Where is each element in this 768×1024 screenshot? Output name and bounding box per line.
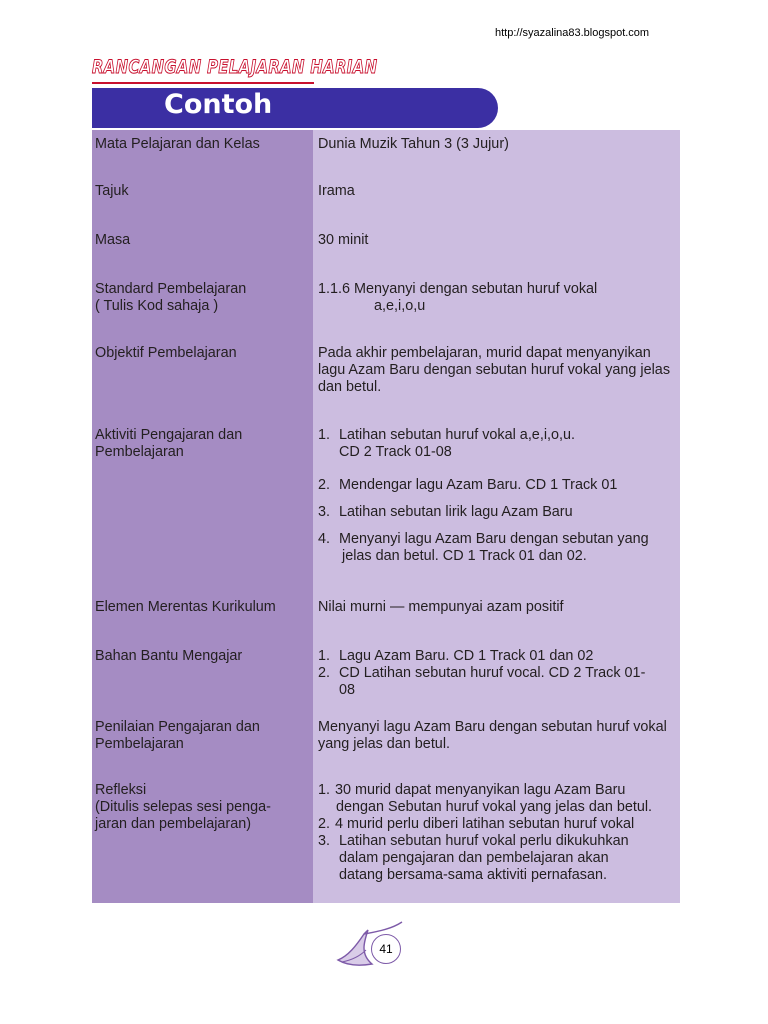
row-value-line: a,e,i,o,u: [374, 298, 426, 314]
row-label: [95, 281, 310, 315]
list-item: [318, 531, 680, 565]
list-text: Mendengar lagu Azam Baru. CD 1 Track 01: [339, 477, 618, 493]
blog-url: http://syazalina83.blogspot.com: [495, 27, 650, 39]
row-label-line: jaran dan pembelajaran): [95, 816, 251, 832]
list-number: 3.: [318, 504, 331, 520]
list-item: [318, 427, 680, 461]
list-item: [318, 504, 680, 521]
list-item: [318, 816, 680, 833]
lesson-plan-table: [92, 130, 680, 903]
row-value: Dunia Muzik Tahun 3 (3 Jujur): [318, 136, 509, 152]
row-label: Mata Pelajaran dan Kelas: [95, 136, 260, 152]
list-item: [318, 833, 680, 884]
row-label-line: Standard Pembelajaran: [95, 281, 247, 297]
list-text: Latihan sebutan lirik lagu Azam Baru: [339, 504, 573, 520]
list-text: CD Latihan sebutan huruf vocal. CD 2 Track 01-: [339, 665, 646, 681]
list-number: 3.: [318, 833, 331, 849]
row-label: Masa: [95, 232, 131, 248]
list-text: Menyanyi lagu Azam Baru dengan sebutan yang: [339, 531, 649, 547]
row-label-line: Refleksi: [95, 782, 147, 798]
list-item: [318, 665, 680, 699]
banner-title: Contoh: [164, 89, 273, 120]
row-value: Nilai murni — mempunyai azam positif: [318, 599, 564, 615]
list-text: Latihan sebutan huruf vokal perlu dikukuhkan: [339, 833, 629, 849]
title-banner: [92, 88, 498, 128]
row-label-line: ( Tulis Kod sahaja ): [95, 298, 219, 314]
list-item: [318, 648, 680, 665]
list-number: 4.: [318, 531, 331, 547]
row-value: Pada akhir pembelajaran, murid dapat menyanyikan lagu Azam Baru dengan sebutan huruf vokal yang jelas dan betul.: [318, 345, 671, 395]
row-value: Irama: [318, 183, 355, 199]
list-number: 1.: [318, 427, 331, 443]
row-value-line: 1.1.6 Menyanyi dengan sebutan huruf vokal: [318, 281, 598, 297]
row-label: Penilaian Pengajaran dan Pembelajaran: [95, 719, 260, 752]
list-text: Latihan sebutan huruf vokal a,e,i,o,u.: [339, 427, 576, 443]
page-number: 41: [371, 934, 401, 964]
row-value: Menyanyi lagu Azam Baru dengan sebutan huruf vokal yang jelas dan betul.: [318, 719, 667, 752]
list-text: dengan Sebutan huruf vokal yang jelas dan betul.: [336, 799, 653, 815]
list-number: 2.: [318, 477, 331, 493]
list-number: 2.: [318, 665, 331, 681]
row-label: Objektif Pembelajaran: [95, 345, 237, 361]
list-text: 4 murid perlu diberi latihan sebutan huruf vokal: [335, 816, 635, 832]
list-item: [318, 782, 680, 816]
row-value: [318, 281, 680, 315]
list-text: dalam pengajaran dan pembelajaran akan: [339, 850, 609, 866]
row-label: Bahan Bantu Mengajar: [95, 648, 243, 664]
row-value: 30 minit: [318, 232, 369, 248]
list-number: 2.: [318, 816, 331, 832]
list-text: CD 2 Track 01-08: [339, 444, 452, 460]
row-value: [318, 648, 680, 699]
rph-title: RANCANGAN PELAJARAN HARIAN: [92, 56, 378, 78]
row-value: [318, 427, 680, 565]
rph-underline: [92, 82, 314, 84]
row-label: Aktiviti Pengajaran dan Pembelajaran: [95, 427, 243, 460]
list-text: 30 murid dapat menyanyikan lagu Azam Baru: [335, 782, 626, 798]
list-item: [318, 477, 680, 494]
row-value: [318, 782, 680, 884]
list-text: Lagu Azam Baru. CD 1 Track 01 dan 02: [339, 648, 594, 664]
list-text: jelas dan betul. CD 1 Track 01 dan 02.: [342, 548, 587, 564]
row-label-line: (Ditulis selepas sesi penga-: [95, 799, 271, 815]
row-label: Tajuk: [95, 183, 129, 199]
list-number: 1.: [318, 782, 331, 798]
row-label: Elemen Merentas Kurikulum: [95, 599, 276, 615]
list-text: 08: [339, 682, 356, 698]
list-text: datang bersama-sama aktiviti pernafasan.: [339, 867, 607, 883]
row-label: [95, 782, 310, 833]
list-number: 1.: [318, 648, 331, 664]
